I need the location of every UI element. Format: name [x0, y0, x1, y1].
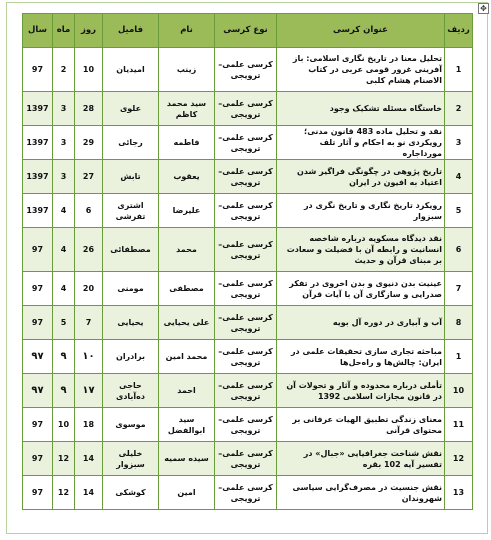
row-day: 28	[75, 92, 103, 126]
row-name: احمد	[159, 374, 215, 408]
row-day: 27	[75, 160, 103, 194]
table-row	[23, 48, 473, 92]
row-day: 26	[75, 228, 103, 272]
row-family: تابش	[103, 160, 159, 194]
row-title: تأملی درباره محدوده و آثار و تحولات آن در قانون مجازات اسلامی 1392	[277, 374, 445, 408]
row-name: سیده سمیه	[159, 442, 215, 476]
row-name: زینب	[159, 48, 215, 92]
header-day: روز	[75, 14, 103, 48]
row-month: 12	[53, 442, 75, 476]
row-name: مصطفی	[159, 272, 215, 306]
row-title: نقش جنسیت در مصرف‌گرایی سیاسی شهروندان	[277, 476, 445, 510]
table-row	[23, 126, 473, 160]
header-name: نام	[159, 14, 215, 48]
row-type: کرسی علمی– ترویجی	[215, 476, 277, 510]
row-index: 1	[445, 48, 473, 92]
table-move-handle-icon[interactable]: ✥	[478, 3, 489, 14]
row-type: کرسی علمی– ترویجی	[215, 272, 277, 306]
row-family: موسوی	[103, 408, 159, 442]
table-row	[23, 340, 473, 374]
header-month: ماه	[53, 14, 75, 48]
row-title: رویکرد تاریخ نگاری و تاریخ نگری در سبزوار	[277, 194, 445, 228]
row-month: 4	[53, 194, 75, 228]
row-title: مباحثه تجاری سازی تحقیقات علمی در ایران: چالش‌ها و راه‌حل‌ها	[277, 340, 445, 374]
row-day: 29	[75, 126, 103, 160]
row-index: 7	[445, 272, 473, 306]
table-row	[23, 476, 473, 510]
row-month: 2	[53, 48, 75, 92]
table-row	[23, 374, 473, 408]
row-family: علوی	[103, 92, 159, 126]
row-type: کرسی علمی– ترویجی	[215, 228, 277, 272]
row-year: 97	[23, 408, 53, 442]
table-row	[23, 306, 473, 340]
row-index: 10	[445, 374, 473, 408]
row-type: کرسی علمی– ترویجی	[215, 92, 277, 126]
row-family: رجائی	[103, 126, 159, 160]
header-title: عنوان کرسی	[277, 14, 445, 48]
row-family: خلیلی سبزوار	[103, 442, 159, 476]
row-family: امیدیان	[103, 48, 159, 92]
row-name: علی یحیایی	[159, 306, 215, 340]
row-day: 18	[75, 408, 103, 442]
row-type: کرسی علمی– ترویجی	[215, 408, 277, 442]
row-type: کرسی علمی– ترویجی	[215, 48, 277, 92]
row-index: 12	[445, 442, 473, 476]
row-title: نقش شناخت جغرافیایی «جبال» در تفسیر آیه 102 بقره	[277, 442, 445, 476]
row-title: آب و آبیاری در دوره آل بویه	[277, 306, 445, 340]
row-year: 97	[23, 306, 53, 340]
row-year: 97	[23, 48, 53, 92]
header-family: فامیل	[103, 14, 159, 48]
row-day: ۱۷	[75, 374, 103, 408]
row-title: تحلیل معنا در تاریخ نگاری اسلامی: باز آفرینی غرور قومی عربی در کتاب الاصنام هشام کلبی	[277, 48, 445, 92]
row-day: 7	[75, 306, 103, 340]
row-index: 4	[445, 160, 473, 194]
row-type: کرسی علمی– ترویجی	[215, 374, 277, 408]
row-index: 6	[445, 228, 473, 272]
row-day: 6	[75, 194, 103, 228]
row-index: 11	[445, 408, 473, 442]
row-type: کرسی علمی– ترویجی	[215, 442, 277, 476]
row-year: 97	[23, 272, 53, 306]
row-day: ۱۰	[75, 340, 103, 374]
row-year: 97	[23, 442, 53, 476]
row-type: کرسی علمی– ترویجی	[215, 194, 277, 228]
row-year: 1397	[23, 92, 53, 126]
row-name: علیرضا	[159, 194, 215, 228]
row-month: 10	[53, 408, 75, 442]
row-name: یعقوب	[159, 160, 215, 194]
row-month: 3	[53, 126, 75, 160]
row-name: امین	[159, 476, 215, 510]
table-row	[23, 408, 473, 442]
row-year: 1397	[23, 126, 53, 160]
row-index: 1	[445, 340, 473, 374]
table-row	[23, 442, 473, 476]
row-family: مصطفائی	[103, 228, 159, 272]
row-title: نقد و تحلیل ماده 483 قانون مدنی؛ رویکردی نو به احکام و آثار تلف مورداجاره	[277, 126, 445, 160]
row-index: 8	[445, 306, 473, 340]
header-year: سال	[23, 14, 53, 48]
row-index: 5	[445, 194, 473, 228]
row-month: 4	[53, 272, 75, 306]
row-family: حاجی ده‌آبادی	[103, 374, 159, 408]
row-month: ۹	[53, 340, 75, 374]
row-title: تاریخ پژوهی در چگونگی فراگیر شدن اعتیاد به افیون در ایران	[277, 160, 445, 194]
row-title: عینیت بدن دنیوی و بدن اخروی در تفکر صدرایی و سازگاری آن با آیات قرآن	[277, 272, 445, 306]
row-name: سید ابوالفضل	[159, 408, 215, 442]
row-year: 1397	[23, 160, 53, 194]
row-family: مومنی	[103, 272, 159, 306]
row-month: 4	[53, 228, 75, 272]
row-year: 97	[23, 228, 53, 272]
row-year: ۹۷	[23, 340, 53, 374]
row-family: اشتری تفرشی	[103, 194, 159, 228]
row-type: کرسی علمی– ترویجی	[215, 126, 277, 160]
row-day: 10	[75, 48, 103, 92]
row-month: 3	[53, 160, 75, 194]
row-month: 12	[53, 476, 75, 510]
table-row	[23, 92, 473, 126]
table-row	[23, 228, 473, 272]
row-name: سید محمد کاظم	[159, 92, 215, 126]
row-family: یحیایی	[103, 306, 159, 340]
row-family: کوشکی	[103, 476, 159, 510]
row-day: 20	[75, 272, 103, 306]
row-index: 3	[445, 126, 473, 160]
header-type: نوع کرسی	[215, 14, 277, 48]
table-row	[23, 160, 473, 194]
row-day: 14	[75, 442, 103, 476]
row-month: 3	[53, 92, 75, 126]
row-title: نقد دیدگاه مسکویه درباره شاخصه انسانیت و رابطه آن با فضیلت و سعادت بر مبنای قرآن و حدیث	[277, 228, 445, 272]
row-name: محمد امین	[159, 340, 215, 374]
row-year: ۹۷	[23, 374, 53, 408]
row-title: خاستگاه مسئله تشکیک وجود	[277, 92, 445, 126]
row-index: 2	[445, 92, 473, 126]
table-row	[23, 194, 473, 228]
row-month: 5	[53, 306, 75, 340]
row-name: فاطمه	[159, 126, 215, 160]
row-day: 14	[75, 476, 103, 510]
row-year: 97	[23, 476, 53, 510]
row-index: 13	[445, 476, 473, 510]
lectures-table	[22, 13, 473, 510]
table-row	[23, 272, 473, 306]
row-family: برادران	[103, 340, 159, 374]
row-year: 1397	[23, 194, 53, 228]
row-type: کرسی علمی– ترویجی	[215, 340, 277, 374]
row-type: کرسی علمی– ترویجی	[215, 306, 277, 340]
row-title: معنای زندگی تطبیق الهیات عرفانی بر محتوای قرآنی	[277, 408, 445, 442]
row-month: ۹	[53, 374, 75, 408]
row-name: محمد	[159, 228, 215, 272]
row-type: کرسی علمی– ترویجی	[215, 160, 277, 194]
header-row	[23, 14, 473, 48]
header-index: ردیف	[445, 14, 473, 48]
